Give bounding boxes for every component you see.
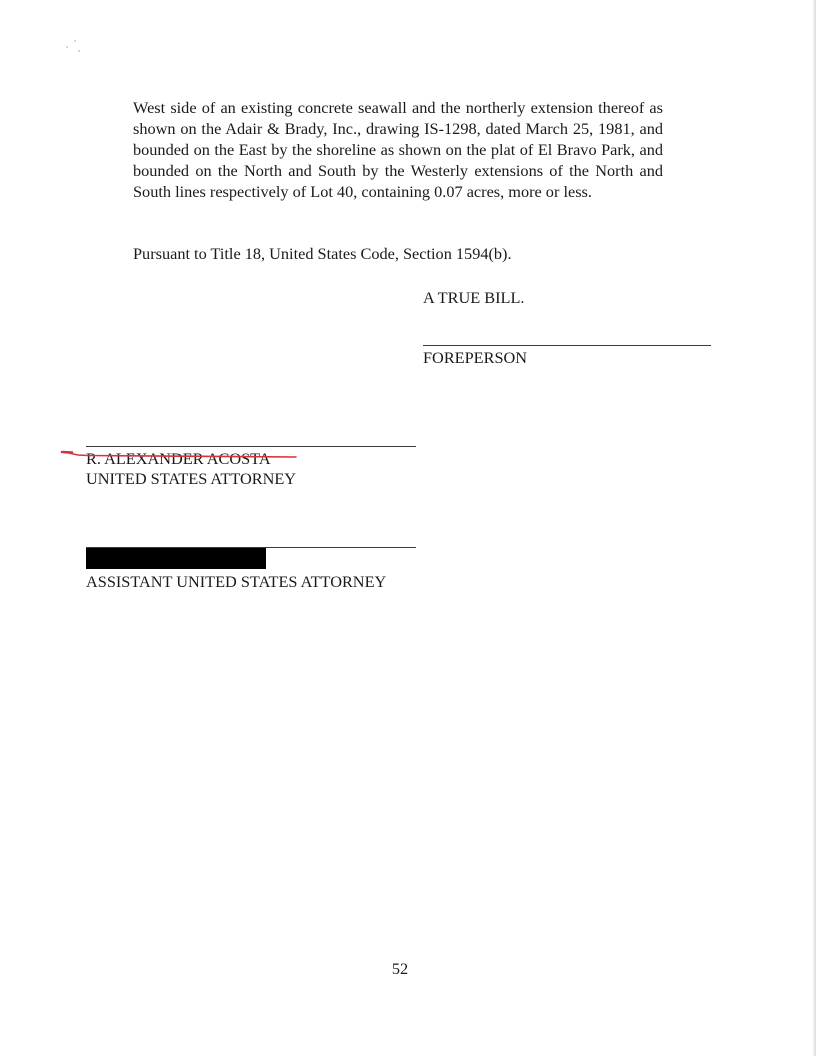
foreperson-signature-line xyxy=(423,345,711,346)
legal-description-paragraph: West side of an existing concrete seawall and the northerly extension thereof as shown on the Adair & Brady, Inc., drawing IS-1298, dated March 25, 1981, and bounded on the East by the shoreline as shown on the plat of El Bravo Park, and bounded on the North and South by the Westerly extensions of the North and South lines respectively of Lot 40, containing 0.07 acres, more or less. xyxy=(133,98,663,201)
ausa-title: ASSISTANT UNITED STATES ATTORNEY xyxy=(86,572,387,591)
strikethrough-mark xyxy=(60,445,300,465)
page-number: 52 xyxy=(391,959,409,978)
us-attorney-name: R. ALEXANDER ACOSTA xyxy=(86,449,271,468)
pursuant-statute-line: Pursuant to Title 18, United States Code, Section 1594(b). xyxy=(133,244,512,263)
true-bill-heading: A TRUE BILL. xyxy=(423,288,525,307)
redaction-block xyxy=(86,548,266,569)
scan-speck xyxy=(78,50,80,52)
scan-speck xyxy=(66,46,68,48)
foreperson-label: FOREPERSON xyxy=(423,348,528,367)
scan-speck xyxy=(74,40,76,42)
us-attorney-title: UNITED STATES ATTORNEY xyxy=(86,469,297,488)
